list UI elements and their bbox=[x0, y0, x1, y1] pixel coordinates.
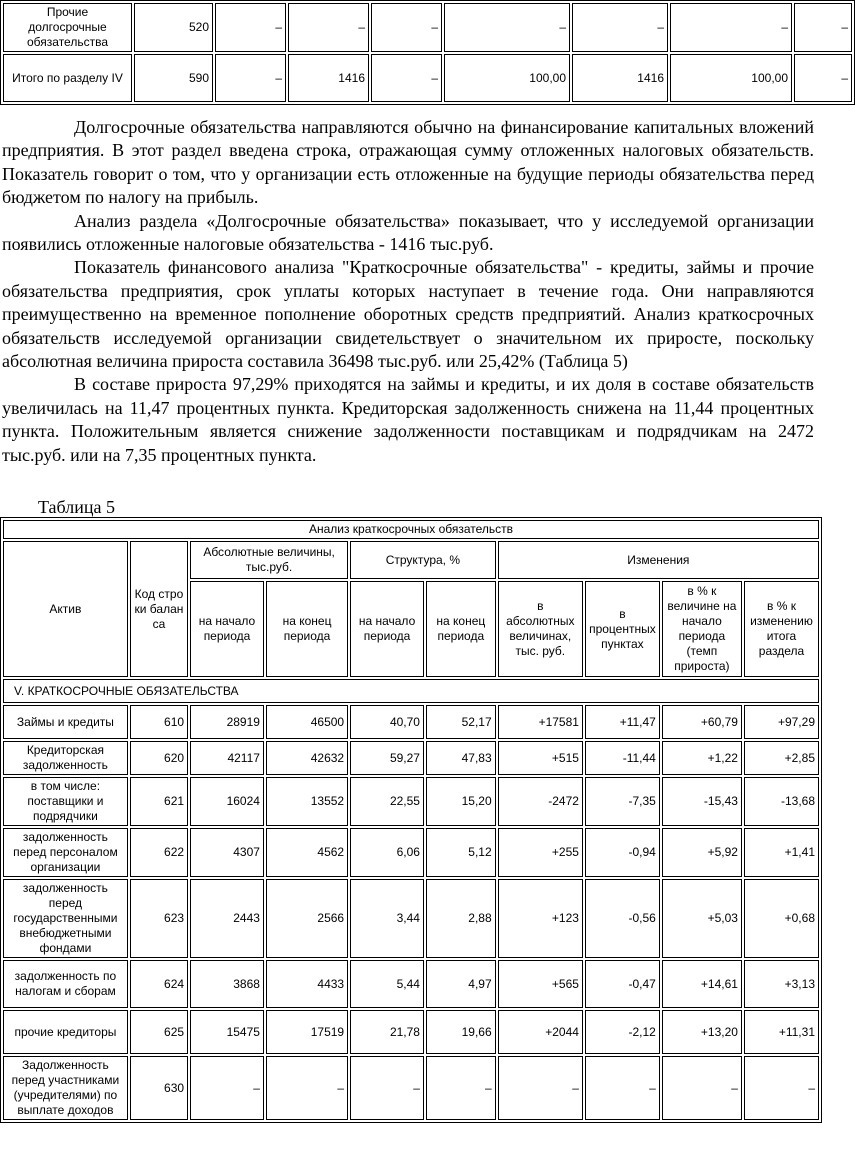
cell: 4562 bbox=[266, 828, 348, 877]
header-chg-share: в % к изменению итога раздела bbox=[744, 581, 819, 677]
cell: 16024 bbox=[190, 777, 264, 826]
cell: 42632 bbox=[266, 741, 348, 775]
cell: 15,20 bbox=[426, 777, 496, 826]
cell: +515 bbox=[498, 741, 583, 775]
cell: -2,12 bbox=[585, 1010, 660, 1054]
cell: +97,29 bbox=[744, 705, 819, 739]
cell: – bbox=[215, 3, 286, 52]
cell: – bbox=[585, 1056, 660, 1120]
cell: 15475 bbox=[190, 1010, 264, 1054]
cell: – bbox=[794, 3, 852, 52]
cell: 2443 bbox=[190, 879, 264, 958]
cell: – bbox=[670, 3, 792, 52]
cell: 22,55 bbox=[350, 777, 424, 826]
row-code: 620 bbox=[130, 741, 188, 775]
cell: +2,85 bbox=[744, 741, 819, 775]
cell: – bbox=[190, 1056, 264, 1120]
cell: 28919 bbox=[190, 705, 264, 739]
cell: +0,68 bbox=[744, 879, 819, 958]
row-name: задолженность по налогам и сборам bbox=[3, 960, 128, 1008]
cell: 59,27 bbox=[350, 741, 424, 775]
cell: -13,68 bbox=[744, 777, 819, 826]
row-name: Прочие долгосрочные обязательства bbox=[3, 3, 132, 52]
cell: +11,47 bbox=[585, 705, 660, 739]
cell: +60,79 bbox=[662, 705, 742, 739]
table-row bbox=[3, 1056, 819, 1120]
row-name: Займы и кредиты bbox=[3, 705, 128, 739]
paragraph: Долгосрочные обязательства направляются обычно на финансирование капитальных вложений предприятия. В этот раздел введена строка, отражающая сумму отложенных налоговых обязательств. Показатель говорит о том, что у организации есть отложенные на будущие периоды обязательства перед бюджетом по налогу на прибыль. bbox=[2, 117, 814, 208]
cell: – bbox=[744, 1056, 819, 1120]
table-row bbox=[3, 879, 819, 958]
cell: +3,13 bbox=[744, 960, 819, 1008]
header-struct: Структура, % bbox=[350, 541, 496, 579]
cell: – bbox=[371, 3, 442, 52]
row-code: 610 bbox=[130, 705, 188, 739]
body-text bbox=[2, 116, 814, 467]
cell: +14,61 bbox=[662, 960, 742, 1008]
cell: – bbox=[215, 54, 286, 102]
section-row bbox=[3, 679, 819, 703]
cell: 52,17 bbox=[426, 705, 496, 739]
cell: +17581 bbox=[498, 705, 583, 739]
table-row bbox=[3, 960, 819, 1008]
cell: – bbox=[794, 54, 852, 102]
row-code: 520 bbox=[134, 3, 213, 52]
row-code: 625 bbox=[130, 1010, 188, 1054]
header-abs: Абсолютные величины, тыс.руб. bbox=[190, 541, 348, 579]
cell: 1416 bbox=[288, 54, 369, 102]
section-title: V. КРАТКОСРОЧНЫЕ ОБЯЗАТЕЛЬСТВА bbox=[3, 679, 819, 703]
row-code: 623 bbox=[130, 879, 188, 958]
header-end: на конец периода bbox=[426, 581, 496, 677]
cell: +5,03 bbox=[662, 879, 742, 958]
row-name: прочие кредиторы bbox=[3, 1010, 128, 1054]
cell: 4433 bbox=[266, 960, 348, 1008]
cell: -7,35 bbox=[585, 777, 660, 826]
table-row bbox=[3, 741, 819, 775]
cell: 42117 bbox=[190, 741, 264, 775]
cell: 47,83 bbox=[426, 741, 496, 775]
cell: -0,56 bbox=[585, 879, 660, 958]
row-name: Итого по разделу IV bbox=[3, 54, 132, 102]
table-row bbox=[3, 54, 852, 102]
cell: +255 bbox=[498, 828, 583, 877]
cell: – bbox=[266, 1056, 348, 1120]
short-term-liabilities-table bbox=[0, 517, 822, 1123]
row-code: 624 bbox=[130, 960, 188, 1008]
cell: – bbox=[572, 3, 668, 52]
header-aktiv: Актив bbox=[3, 541, 128, 677]
table-row bbox=[3, 828, 819, 877]
cell: 5,44 bbox=[350, 960, 424, 1008]
header-chg-pct: в % к величине на начало периода (темп прироста) bbox=[662, 581, 742, 677]
cell: 19,66 bbox=[426, 1010, 496, 1054]
row-name: задолженность перед государственными внебюджетными фондами bbox=[3, 879, 128, 958]
paragraph: Анализ раздела «Долгосрочные обязательства» показывает, что у исследуемой организации появились отложенные налоговые обязательства - 1416 тыс.руб. bbox=[2, 210, 814, 255]
header-chg-abs: в абсолютных величинах, тыс. руб. bbox=[498, 581, 583, 677]
cell: – bbox=[662, 1056, 742, 1120]
cell: – bbox=[426, 1056, 496, 1120]
cell: 46500 bbox=[266, 705, 348, 739]
cell: 1416 bbox=[572, 54, 668, 102]
table-caption: Таблица 5 bbox=[38, 497, 115, 517]
cell: – bbox=[350, 1056, 424, 1120]
cell: +1,41 bbox=[744, 828, 819, 877]
cell: -2472 bbox=[498, 777, 583, 826]
cell: -0,47 bbox=[585, 960, 660, 1008]
table-row bbox=[3, 777, 819, 826]
row-name: Задолженность перед участниками (учредителями) по выплате доходов bbox=[3, 1056, 128, 1120]
cell: -11,44 bbox=[585, 741, 660, 775]
table-title-row bbox=[3, 520, 819, 539]
cell: -15,43 bbox=[662, 777, 742, 826]
paragraph: В составе прироста 97,29% приходятся на займы и кредиты, и их доля в составе обязательств увеличилась на 11,47 процентных пункта. Кредиторская задолженность снижена на 11,44 процентных пункта. Положительным является снижение задолженности поставщикам и подрядчикам на 2472 тыс.руб. или на 7,35 процентных пункта. bbox=[2, 374, 814, 465]
cell: +565 bbox=[498, 960, 583, 1008]
cell: – bbox=[444, 3, 570, 52]
cell: 100,00 bbox=[444, 54, 570, 102]
cell: 17519 bbox=[266, 1010, 348, 1054]
cell: – bbox=[371, 54, 442, 102]
cell: 5,12 bbox=[426, 828, 496, 877]
header-row bbox=[3, 541, 819, 579]
cell: – bbox=[288, 3, 369, 52]
cell: 4,97 bbox=[426, 960, 496, 1008]
cell: 13552 bbox=[266, 777, 348, 826]
cell: +123 bbox=[498, 879, 583, 958]
table-row bbox=[3, 1010, 819, 1054]
top-table bbox=[0, 0, 855, 105]
cell: +2044 bbox=[498, 1010, 583, 1054]
table-title: Анализ краткосрочных обязательств bbox=[3, 520, 819, 539]
cell: 3868 bbox=[190, 960, 264, 1008]
cell: +13,20 bbox=[662, 1010, 742, 1054]
row-code: 590 bbox=[134, 54, 213, 102]
row-code: 622 bbox=[130, 828, 188, 877]
row-code: 630 bbox=[130, 1056, 188, 1120]
table-row bbox=[3, 705, 819, 739]
row-name: в том числе: поставщики и подрядчики bbox=[3, 777, 128, 826]
cell: – bbox=[498, 1056, 583, 1120]
row-name: Кредиторская задолженность bbox=[3, 741, 128, 775]
cell: 2566 bbox=[266, 879, 348, 958]
row-code: 621 bbox=[130, 777, 188, 826]
cell: +5,92 bbox=[662, 828, 742, 877]
header-start: на начало периода bbox=[190, 581, 264, 677]
cell: +11,31 bbox=[744, 1010, 819, 1054]
cell: 21,78 bbox=[350, 1010, 424, 1054]
cell: -0,94 bbox=[585, 828, 660, 877]
cell: 4307 bbox=[190, 828, 264, 877]
cell: +1,22 bbox=[662, 741, 742, 775]
cell: 6,06 bbox=[350, 828, 424, 877]
header-changes: Изменения bbox=[498, 541, 819, 579]
header-end: на конец периода bbox=[266, 581, 348, 677]
header-start: на начало периода bbox=[350, 581, 424, 677]
table-row bbox=[3, 3, 852, 52]
cell: 3,44 bbox=[350, 879, 424, 958]
header-chg-pp: в процентных пунктах bbox=[585, 581, 660, 677]
cell: 2,88 bbox=[426, 879, 496, 958]
header-code: Код строки баланса bbox=[130, 541, 188, 677]
cell: 100,00 bbox=[670, 54, 792, 102]
paragraph: Показатель финансового анализа "Краткосрочные обязательства" - кредиты, займы и прочие обязательства предприятия, срок уплаты которых наступает в течение года. Они направляются преимущественно на временное пополнение оборотных средств предприятий. Анализ краткосрочных обязательств исследуемой организации свидетельствует о значительном их приросте, поскольку абсолютная величина прироста составила 36498 тыс.руб. или 25,42% (Таблица 5) bbox=[2, 257, 814, 372]
cell: 40,70 bbox=[350, 705, 424, 739]
row-name: задолженность перед персоналом организации bbox=[3, 828, 128, 877]
